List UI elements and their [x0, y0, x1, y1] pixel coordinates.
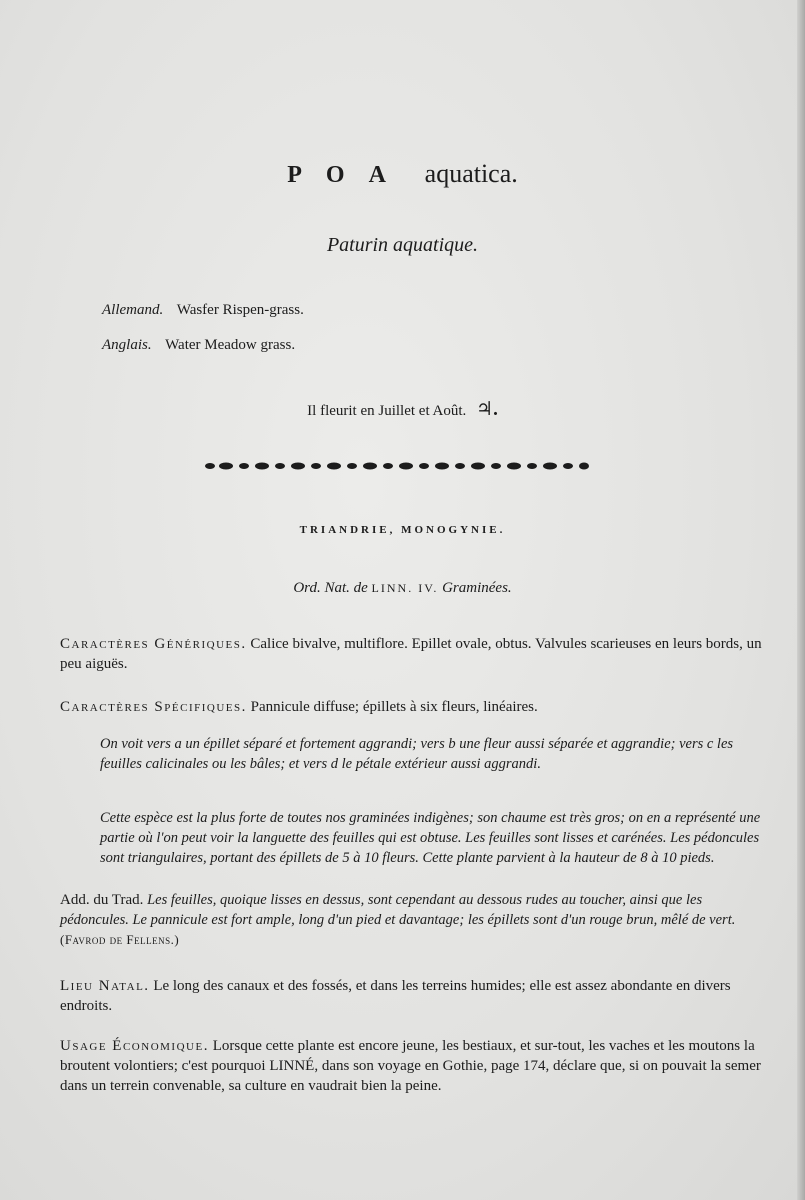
- species-description: Cette espèce est la plus forte de toutes nos graminées indigènes; son chaume est très gros; on en a représenté une partie où l'on peut voir la languette des feuilles qui est obtuse. Les feuilles sont lisses et carénées. Les pédoncules sont triangulaires, portant des épillets de 5 à 10 fleurs. Cette plante parvient à la hauteur de 8 à 10 pieds.: [100, 810, 761, 866]
- translator-addition: [60, 890, 766, 950]
- specific-characters: [60, 697, 766, 717]
- ornamental-divider: [204, 460, 590, 472]
- habitat: [60, 976, 766, 1016]
- section-text: Lorsque cette plante est encore jeune, les bestiaux, et sur-tout, les vaches et les moutons la broutent volontiers; c'est pourquoi LINNÉ, dans son voyage en Gothie, page 174, déclare que, si on pouvait la semer dans un terrein convenable, sa culture en vaudrait bien la peine.: [60, 1038, 761, 1094]
- perennial-symbol: ♃.: [476, 399, 498, 420]
- language-label: Allemand.: [102, 302, 164, 318]
- flowering-period: [0, 398, 805, 421]
- figure-note: On voit vers a un épillet séparé et fortement aggrandi; vers b une fleur aussi séparée et aggrandie; vers c les feuilles calicinales ou les bâles; et vers d le pétale extérieur aussi aggrandi.: [100, 736, 734, 772]
- linnaean-class: TRIANDRIE, MONOGYNIE.: [299, 524, 506, 536]
- section-text: Pannicule diffuse; épillets à six fleurs, linéaires.: [250, 699, 538, 715]
- genus-name: POA: [287, 162, 410, 188]
- translator-label: Add. du Trad.: [60, 892, 144, 908]
- translator-text: Les feuilles, quoique lisses en dessus, sont cependant au dessous rudes au toucher, ainsi que les pédoncules. Le pannicule est fort ample, long d'un pied et davantage; les épillets sont d'un rouge brun, mêlé de vert.: [60, 892, 736, 928]
- flowering-text: Il fleurit en Juillet et Août.: [307, 403, 467, 419]
- species-name: aquatica.: [424, 159, 518, 188]
- language-label: Anglais.: [102, 337, 152, 353]
- section-text: Le long des canaux et des fossés, et dans les terreins humides; elle est assez abondante en divers endroits.: [60, 978, 731, 1014]
- order-author: LINN. IV.: [371, 581, 439, 595]
- section-text: Calice bivalve, multiflore. Epillet ovale, obtus. Valvules scarieuses en leurs bords, un peu aiguës.: [60, 636, 762, 672]
- section-heading: Caractères Spécifiques.: [60, 699, 247, 715]
- order-prefix: Ord. Nat. de: [293, 580, 368, 596]
- divider-dots: [205, 463, 589, 470]
- translator-signature: (Favrod de Fellens.): [60, 932, 180, 947]
- order-name: Graminées.: [442, 580, 512, 596]
- name-german: [102, 302, 304, 319]
- name-english: [102, 337, 295, 354]
- section-heading: Lieu Natal.: [60, 978, 150, 994]
- economic-usage: [60, 1036, 766, 1096]
- generic-characters: [60, 634, 766, 674]
- vernacular-name: Water Meadow grass.: [165, 337, 296, 353]
- section-heading: Caractères Génériques.: [60, 636, 247, 652]
- vernacular-name: Wasfer Rispen-grass.: [176, 302, 304, 318]
- natural-order: [0, 580, 805, 597]
- page-title: [0, 158, 805, 189]
- section-heading: Usage Économique.: [60, 1038, 209, 1054]
- french-common-name: Paturin aquatique.: [326, 234, 479, 256]
